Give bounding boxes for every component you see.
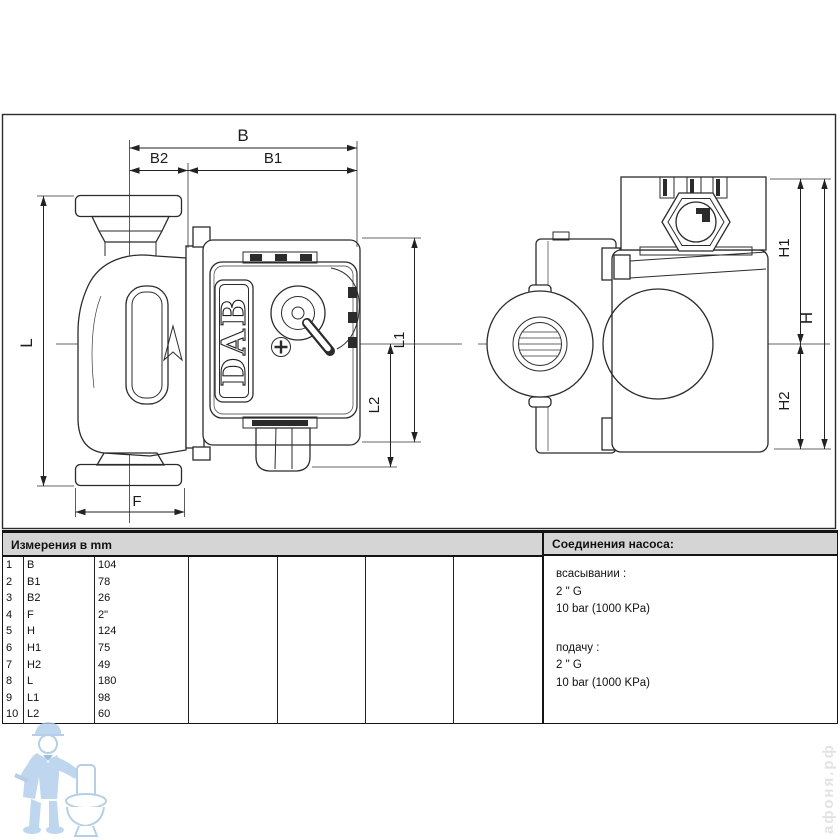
- dim-symbol: H: [24, 623, 95, 640]
- empty-cell: [454, 690, 543, 707]
- empty-cell: [454, 590, 543, 607]
- brand-logo: [214, 280, 253, 402]
- empty-cell: [189, 607, 278, 624]
- empty-cell: [278, 607, 366, 624]
- measurement-row: [3, 607, 543, 624]
- empty-cell: [278, 556, 366, 574]
- empty-cell: [189, 574, 278, 591]
- empty-cell: [278, 706, 366, 723]
- empty-cell: [366, 640, 454, 657]
- dim-symbol: H2: [24, 657, 95, 674]
- dim-label-h: H: [797, 311, 816, 325]
- measurement-row: [3, 590, 543, 607]
- empty-cell: [454, 706, 543, 723]
- row-number: 9: [3, 690, 24, 707]
- dim-value: 2": [95, 607, 189, 624]
- measurements-body: [3, 556, 543, 724]
- empty-cell: [454, 556, 543, 574]
- dim-label-l: L: [17, 338, 36, 348]
- delivery-size: 2 " G: [556, 659, 582, 671]
- empty-cell: [454, 673, 543, 690]
- empty-cell: [454, 657, 543, 674]
- empty-cell: [366, 607, 454, 624]
- dim-symbol: B1: [24, 574, 95, 591]
- measurement-row: [3, 657, 543, 674]
- dim-symbol: L1: [24, 690, 95, 707]
- empty-cell: [189, 623, 278, 640]
- dim-value: 78: [95, 574, 189, 591]
- measurements-table: [2, 530, 543, 724]
- empty-cell: [189, 690, 278, 707]
- dim-symbol: L2: [24, 706, 95, 723]
- empty-cell: [278, 590, 366, 607]
- measurement-row: [3, 640, 543, 657]
- site-watermark: афоня.рф: [820, 743, 837, 834]
- empty-cell: [366, 574, 454, 591]
- dim-label-l1: L1: [391, 331, 408, 349]
- empty-cell: [366, 590, 454, 607]
- dim-label-h1: H1: [776, 238, 793, 258]
- empty-cell: [189, 673, 278, 690]
- dim-label-l2: L2: [366, 396, 383, 414]
- dim-symbol: B2: [24, 590, 95, 607]
- empty-cell: [366, 623, 454, 640]
- measurement-row: [3, 623, 543, 640]
- dim-label-b2: B2: [149, 150, 169, 167]
- dim-value: 98: [95, 690, 189, 707]
- measurements-header: Измерения в mm: [3, 532, 543, 557]
- empty-cell: [366, 556, 454, 574]
- row-number: 8: [3, 673, 24, 690]
- dim-symbol: B: [24, 556, 95, 574]
- dim-value: 104: [95, 556, 189, 574]
- empty-cell: [454, 607, 543, 624]
- row-number: 3: [3, 590, 24, 607]
- empty-cell: [366, 706, 454, 723]
- brand-text: DAB: [214, 295, 253, 387]
- empty-cell: [366, 690, 454, 707]
- measurement-row: [3, 673, 543, 690]
- dim-symbol: L: [24, 673, 95, 690]
- row-number: 5: [3, 623, 24, 640]
- plumber-logo-watermark: [5, 719, 137, 839]
- suction-label: всасывании :: [556, 568, 627, 580]
- dim-value: 180: [95, 673, 189, 690]
- empty-cell: [189, 556, 278, 574]
- delivery-pressure: 10 bar (1000 KPa): [556, 676, 651, 689]
- dim-symbol: F: [24, 607, 95, 624]
- row-number: 7: [3, 657, 24, 674]
- dim-value: 49: [95, 657, 189, 674]
- terminal-box: [621, 177, 766, 255]
- dimension-tables: [2, 530, 838, 724]
- empty-cell: [278, 690, 366, 707]
- row-number: 6: [3, 640, 24, 657]
- dim-value: 124: [95, 623, 189, 640]
- empty-cell: [189, 706, 278, 723]
- delivery-connection: [556, 640, 831, 693]
- empty-cell: [189, 657, 278, 674]
- empty-cell: [366, 657, 454, 674]
- empty-cell: [366, 673, 454, 690]
- empty-cell: [278, 657, 366, 674]
- empty-cell: [454, 574, 543, 591]
- empty-cell: [278, 623, 366, 640]
- suction-pressure: 10 bar (1000 KPa): [556, 603, 651, 615]
- empty-cell: [189, 640, 278, 657]
- measurement-row: [3, 556, 543, 574]
- dim-symbol: H1: [24, 640, 95, 657]
- connections-panel: [543, 530, 838, 724]
- row-number: 1: [3, 556, 24, 574]
- dim-value: 26: [95, 590, 189, 607]
- row-number: 10: [3, 706, 24, 723]
- empty-cell: [278, 673, 366, 690]
- dim-value: 60: [95, 706, 189, 723]
- dim-label-b1: B1: [263, 150, 283, 167]
- empty-cell: [278, 640, 366, 657]
- empty-cell: [454, 640, 543, 657]
- dim-label-h2: H2: [776, 391, 793, 411]
- suction-size: 2 " G: [556, 585, 582, 598]
- empty-cell: [189, 590, 278, 607]
- dim-label-f: F: [132, 493, 142, 510]
- measurement-row: [3, 574, 543, 591]
- empty-cell: [278, 574, 366, 591]
- dim-value: 75: [95, 640, 189, 657]
- measurement-row: [3, 690, 543, 707]
- row-number: 2: [3, 574, 24, 591]
- empty-cell: [454, 623, 543, 640]
- suction-connection: [556, 566, 831, 619]
- row-number: 4: [3, 607, 24, 624]
- dim-label-b: B: [237, 126, 249, 145]
- connections-header: Соединения насоса:: [544, 533, 837, 556]
- delivery-label: подачу :: [556, 641, 600, 654]
